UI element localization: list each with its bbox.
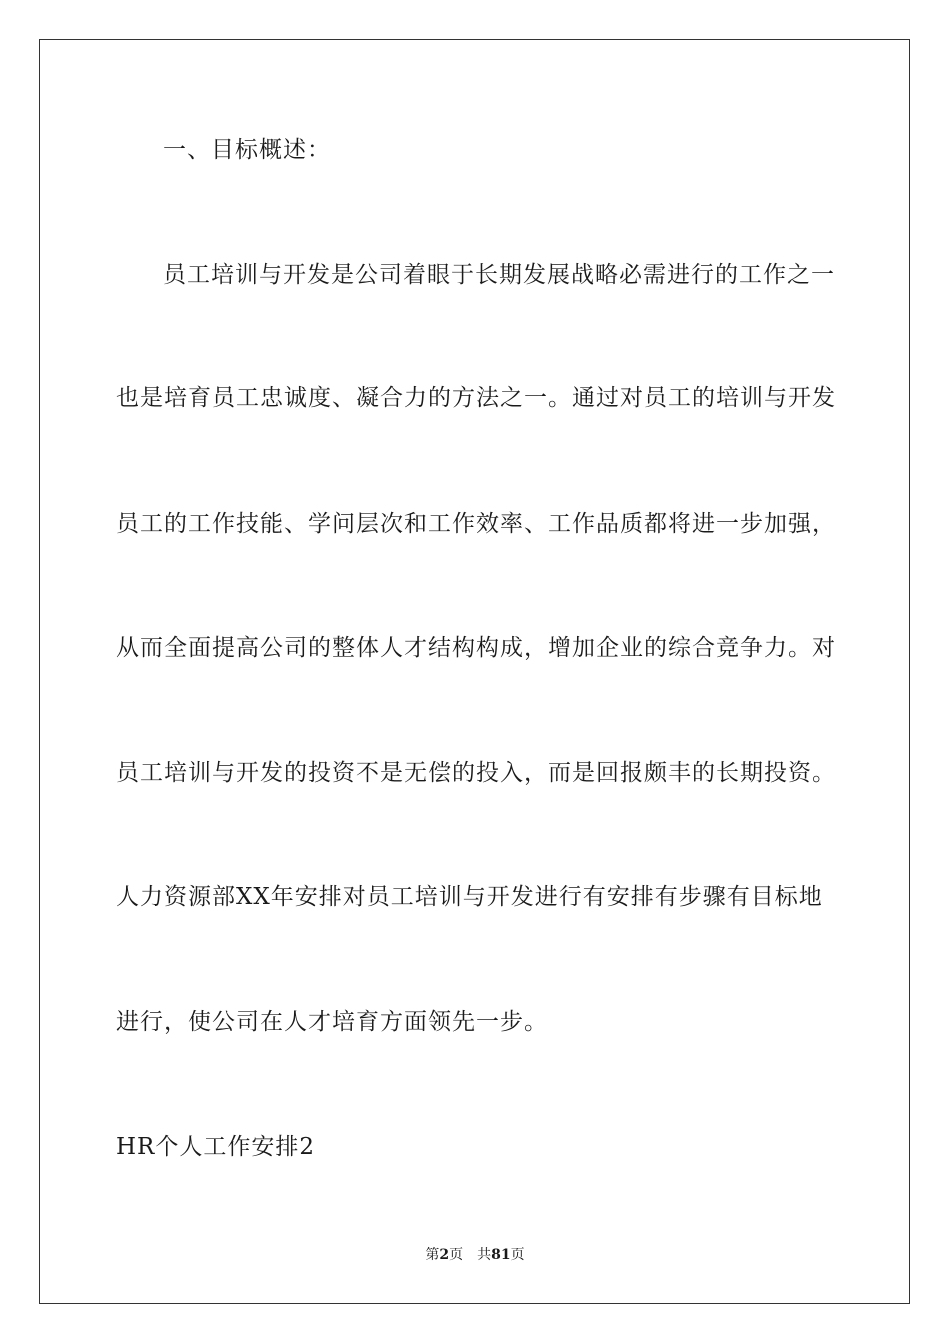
- paragraph-line: 也是培育员工忠诚度、凝合力的方法之一。通过对员工的培训与开发: [116, 385, 836, 411]
- paragraph-line: 员工培训与开发是公司着眼于长期发展战略必需进行的工作之一: [163, 262, 835, 288]
- paragraph-line: 进行，使公司在人才培育方面领先一步。: [116, 1009, 548, 1035]
- paragraph-line: 从而全面提高公司的整体人才结构构成，增加企业的综合竞争力。对: [116, 635, 836, 661]
- paragraph-line: 人力资源部XX年安排对员工培训与开发进行有安排有步骤有目标地: [116, 884, 823, 910]
- page-label-prefix: 第: [425, 1247, 440, 1263]
- page-frame: [39, 39, 910, 1304]
- page-number: 2: [439, 1247, 450, 1263]
- section-title: HR个人工作安排2: [116, 1134, 316, 1160]
- paragraph-line: 员工培训与开发的投资不是无偿的投入，而是回报颇丰的长期投资。: [116, 760, 836, 786]
- page-label-suffix: 页: [449, 1247, 464, 1263]
- total-label-suffix: 页: [510, 1247, 525, 1263]
- section-heading: 一、目标概述：: [163, 137, 331, 163]
- total-pages: 81: [491, 1247, 511, 1263]
- page-footer: [0, 1246, 950, 1264]
- total-label-prefix: 共: [477, 1247, 492, 1263]
- paragraph-line: 员工的工作技能、学问层次和工作效率、工作品质都将进一步加强，: [116, 511, 836, 537]
